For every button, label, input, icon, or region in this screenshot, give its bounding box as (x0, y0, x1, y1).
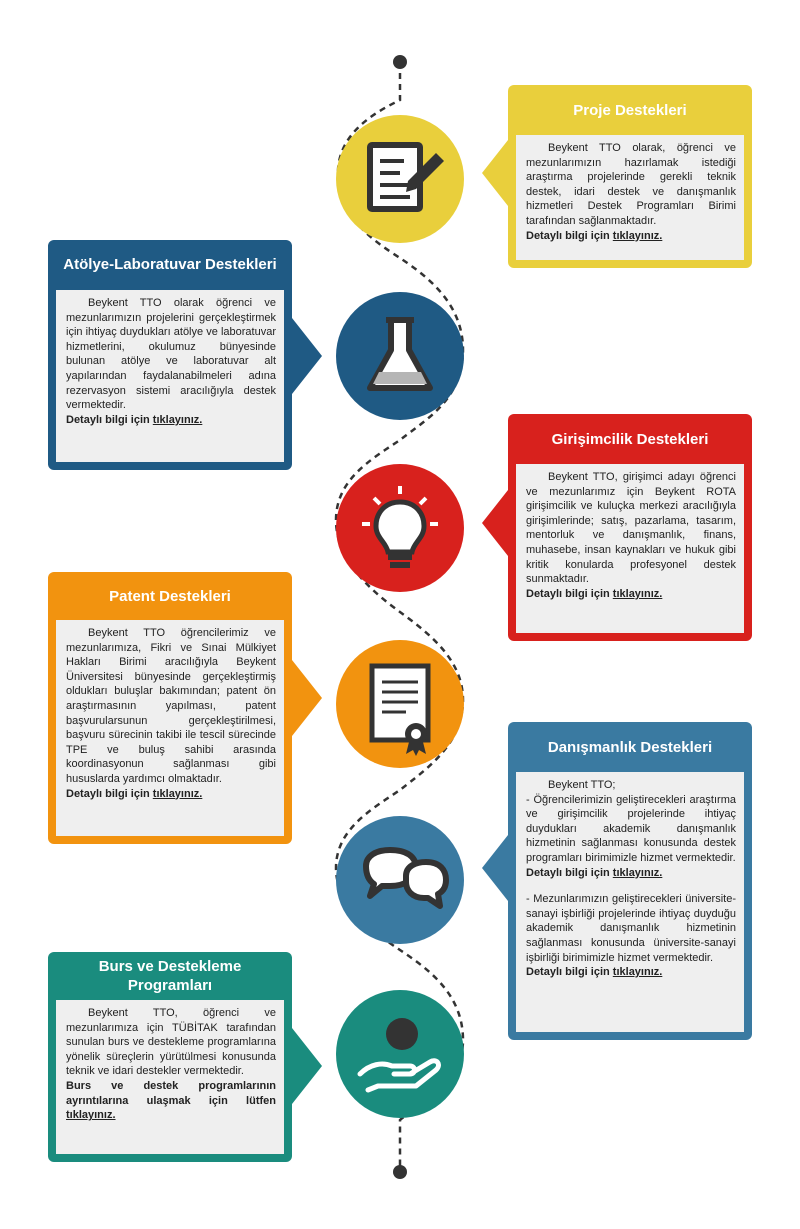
atolye-link[interactable]: tıklayınız. (152, 413, 203, 426)
document-pen-icon (336, 115, 464, 243)
certificate-icon (336, 640, 464, 768)
girisimcilik-body (516, 464, 744, 633)
proje-link[interactable]: tıklayınız. (612, 229, 663, 242)
hand-coin-icon (336, 990, 464, 1118)
patent-body (56, 620, 284, 836)
girisimcilik-text: Beykent TTO, girişimci adayı öğrenci ve mezunlarımız için Beykent ROTA girişimcilik ve kuluçka merkezi aracılığıyla girişimlerinde; satış, pazarlama, tasarım, mentorluk ve danışmanlık, finans, muhasebe, insan kaynakları ve hukuk gibi kritik konularda profesyonel destek sunmaktadır. (526, 471, 736, 586)
patent-text: Beykent TTO öğrencilerimiz ve mezunlarımıza, Fikri ve Sınai Mülkiyet Hakları Birimi aracılığıyla Beykent Üniversitesi bünyesinde gerçekleştirmiş oldukları buluşlar bakımından; patent ön araştırmasının yapılması, patent başvurularsunun gerçekleştirilmesi, başvuru sürecinin takibi ile tescil sürecinde TPE ve buluş sahibi arasında koordinasyonun sağlanması gibi hususlarda yardımcı olmaktadır. (66, 627, 276, 785)
danismanlik-more-1: Detaylı bilgi için tıklayınız. (526, 866, 663, 879)
atolye-circle (336, 292, 464, 420)
burs-pointer (292, 1028, 322, 1104)
proje-circle (336, 115, 464, 243)
danismanlik-circle (336, 816, 464, 944)
girisimcilik-circle (336, 464, 464, 592)
atolye-more: Detaylı bilgi için tıklayınız. (66, 413, 203, 426)
danismanlik-link-2[interactable]: tıklayınız. (612, 966, 663, 979)
girisimcilik-card (508, 414, 752, 641)
proje-more: Detaylı bilgi için tıklayınız. (526, 229, 663, 242)
lab-flask-icon (336, 292, 464, 420)
atolye-body (56, 290, 284, 462)
danismanlik-more-2: Detaylı bilgi için tıklayınız. (526, 966, 663, 979)
burs-body (56, 1000, 284, 1154)
burs-circle (336, 990, 464, 1118)
patent-circle (336, 640, 464, 768)
danismanlik-card (508, 722, 752, 1040)
proje-text: Beykent TTO olarak, öğrenci ve mezunlarımızın hazırlamak istediği araştırma projelerinde gerekli teknik destek, idari destek ve danışmanlık hizmetleri Destek Programları Birimi tarafından sağlanmaktadır. (526, 142, 736, 227)
burs-text: Beykent TTO, öğrenci ve mezunlarımıza için TÜBİTAK tarafından sunulan burs ve destekleme programlarına yönelik süreçlerin yürütülmesi konusunda teknik ve idari destekler vermektedir. (66, 1007, 276, 1078)
atolye-card (48, 240, 292, 470)
patent-card (48, 572, 292, 844)
girisimcilik-title: Girişimcilik Destekleri (551, 430, 709, 448)
danismanlik-item-2: - Mezunlarımızın geliştirecekleri üniversite-sanayi işbirliği projelerinde ihtiyaç duyduğu akademik danışmanlık hizmetinin sağlanması konusunda üniversite-sanayi işbirliği birimimizle hizmet vermektedir. (526, 893, 736, 964)
proje-title: Proje Destekleri (573, 101, 687, 119)
patent-more: Detaylı bilgi için tıklayınız. (66, 787, 203, 800)
danismanlik-title: Danışmanlık Destekleri (547, 738, 713, 756)
burs-link[interactable]: tıklayınız. (66, 1109, 116, 1122)
danismanlik-intro: Beykent TTO; (548, 779, 616, 791)
proje-card (508, 85, 752, 268)
girisimcilik-more: Detaylı bilgi için tıklayınız. (526, 587, 663, 600)
girisimcilik-link[interactable]: tıklayınız. (612, 587, 663, 600)
atolye-pointer (292, 318, 322, 394)
timeline-start-dot (393, 55, 407, 69)
atolye-text: Beykent TTO olarak öğrenci ve mezunlarımızın projelerini gerçekleştirmek için ihtiyaç duydukları atölye ve laboratuvar hizmetlerini, okulumuz bünyesinde bulunan atölye ve laboratuvar alt yapılarından faydalanabilmeleri adına rezervasyon sistemi aracılığıyla destek vermektedir. (66, 297, 276, 412)
atolye-title: Atölye-Laboratuvar Destekleri (63, 255, 277, 273)
burs-title: Burs ve Destekleme Programları (98, 958, 242, 994)
patent-pointer (292, 660, 322, 736)
burs-more: Burs ve destek programlarının ayrıntılarına ulaşmak için lütfen tıklayınız. (66, 1079, 276, 1122)
proje-body (516, 135, 744, 260)
patent-link[interactable]: tıklayınız. (152, 787, 203, 800)
lightbulb-icon (336, 464, 464, 592)
patent-title: Patent Destekleri (109, 587, 231, 605)
danismanlik-body (516, 772, 744, 1032)
danismanlik-item-1: - Öğrencilerimizin geliştirecekleri araştırma ve girişimcilik projelerinde ihtiyaç duydukları akademik danışmanlık hizmetinin sağlanması konusunda destek programları birimimizle hizmet vermektedir. (526, 793, 736, 864)
danismanlik-link-1[interactable]: tıklayınız. (612, 866, 663, 879)
timeline-end-dot (393, 1165, 407, 1179)
speech-bubbles-icon (336, 816, 464, 944)
burs-card (48, 952, 292, 1162)
